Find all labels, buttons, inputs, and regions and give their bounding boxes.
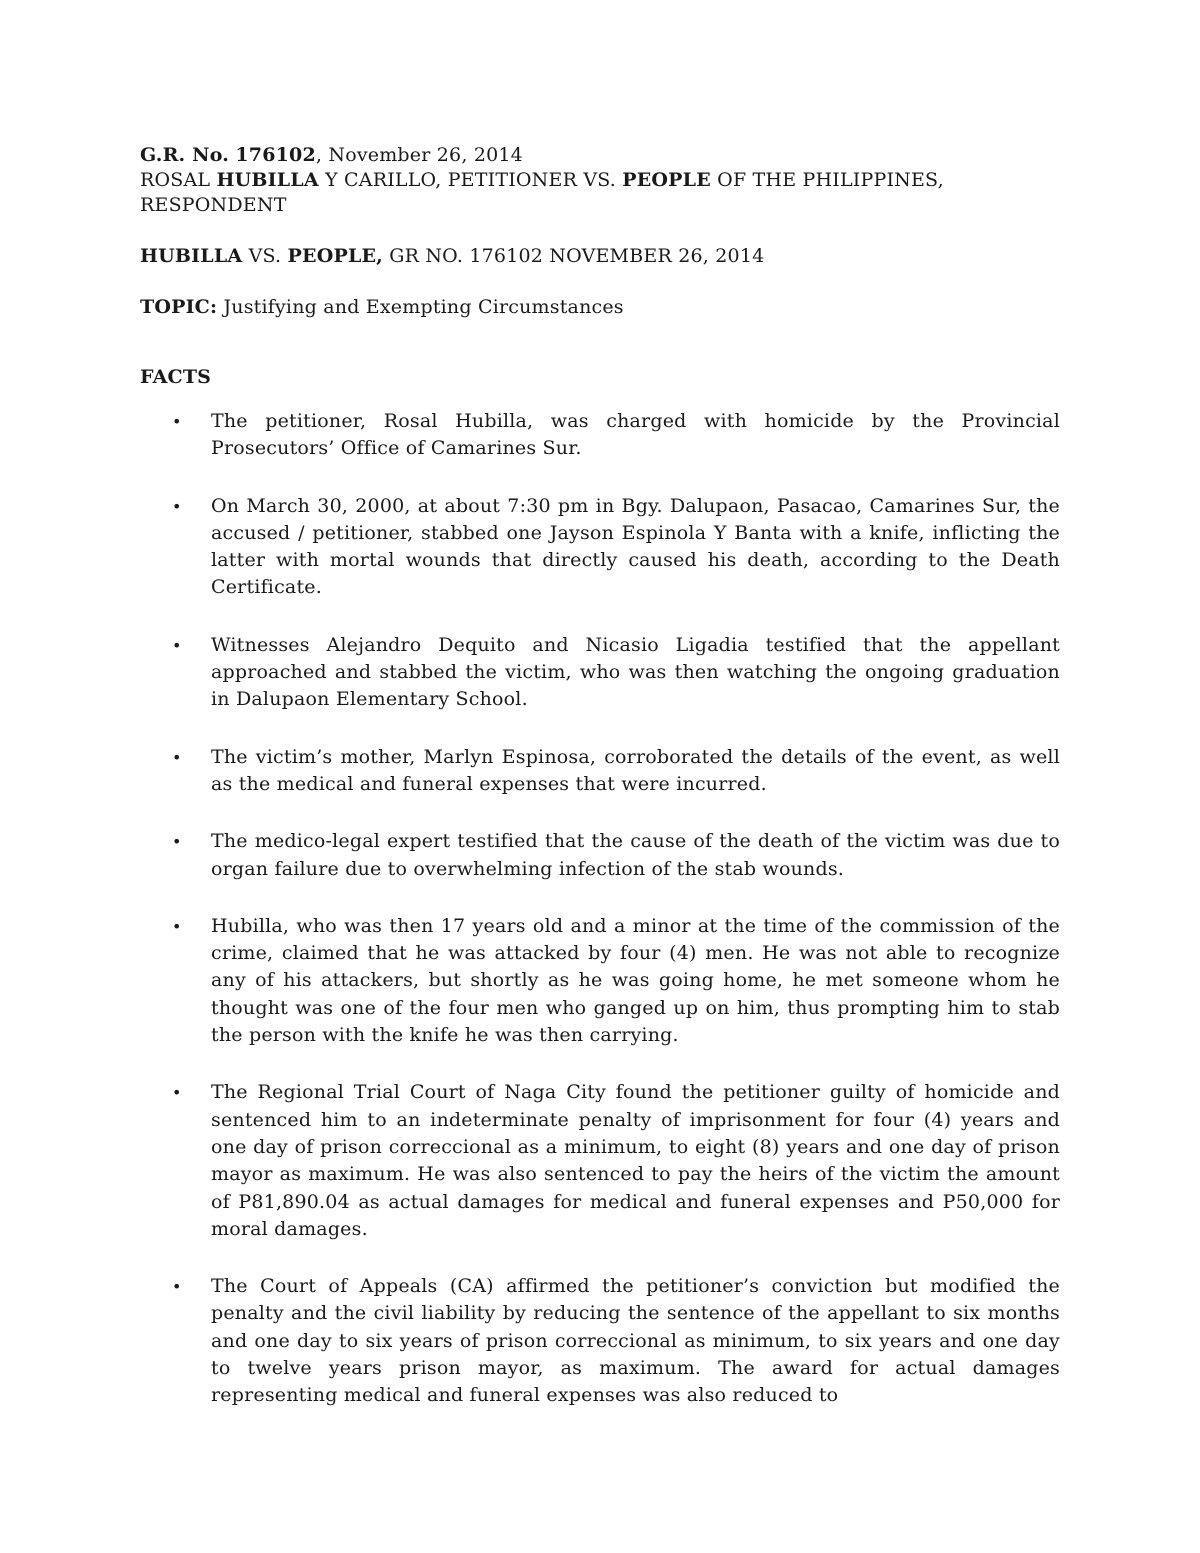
list-item bbox=[140, 828, 1060, 883]
fact-text: Witnesses Alejandro Dequito and Nicasio Ligadia testified that the appellant approached and stabbed the victim, who was then watching the ongoing graduation in Dalupaon Elementary School. bbox=[211, 633, 1060, 711]
topic-line bbox=[140, 295, 1060, 320]
list-item bbox=[140, 913, 1060, 1049]
document-content bbox=[140, 143, 1060, 1440]
parties-prefix: ROSAL bbox=[140, 169, 217, 191]
case-citation-line bbox=[140, 143, 1060, 168]
topic-value: Justifying and Exempting Circumstances bbox=[217, 296, 624, 318]
fact-text: On March 30, 2000, at about 7:30 pm in Bgy. Dalupaon, Pasacao, Camarines Sur, the accused / petitioner, stabbed one Jayson Espinola Y Banta with a knife, inflicting the latter with mortal wounds that directly caused his death, according to the Death Certificate. bbox=[211, 494, 1060, 599]
bullet-icon: • bbox=[172, 635, 182, 655]
facts-heading: FACTS bbox=[140, 366, 212, 388]
list-item bbox=[140, 1079, 1060, 1243]
bullet-icon: • bbox=[172, 412, 182, 431]
parties-name-people: PEOPLE bbox=[622, 169, 711, 191]
fact-text: The Regional Trial Court of Naga City found the petitioner guilty of homicide and sentenced him to an indeterminate penalty of imprisonment for four (4) years and one day of prison correccional as a minimum, to eight (8) years and one day of prison mayor as maximum. He was also sentenced to pay the heirs of the victim the amount of P81,890.04 as actual damages for medical and funeral expenses and P50,000 for moral damages. bbox=[211, 1081, 1060, 1240]
case-parties-line bbox=[140, 168, 1060, 193]
bullet-icon: • bbox=[172, 1277, 182, 1297]
fact-text: Hubilla, who was then 17 years old and a minor at the time of the commission of the crime, claimed that he was attacked by four (4) men. He was not able to recognize any of his attackers, but shortly as he was going home, he met someone whom he thought was one of the four men who ganged up on him, thus prompting him to stab the person with the knife he was then carrying. bbox=[211, 914, 1060, 1047]
bullet-icon: • bbox=[172, 747, 182, 767]
topic-label: TOPIC: bbox=[140, 296, 218, 318]
gr-date: , November 26, 2014 bbox=[315, 144, 523, 166]
fact-text: The Court of Appeals (CA) affirmed the petitioner’s conviction but modified the penalty and the civil liability by reducing the sentence of the appellant to six months and one day to six years of prison correccional as minimum, to six years and one day to twelve years prison mayor, as maximum. The award for actual damages representing medical and funeral expenses was also reduced to bbox=[211, 1275, 1060, 1407]
spacer bbox=[140, 269, 1060, 295]
short-title-name1: HUBILLA bbox=[140, 245, 243, 267]
list-item bbox=[140, 632, 1060, 714]
facts-list bbox=[140, 408, 1060, 1410]
short-title-rest: GR NO. 176102 NOVEMBER 26, 2014 bbox=[383, 245, 765, 267]
list-item bbox=[140, 408, 1060, 463]
fact-text: The petitioner, Rosal Hubilla, was charged with homicide by the Provincial Prosecutors’ Office of Camarines Sur. bbox=[211, 410, 1060, 460]
list-item bbox=[140, 1273, 1060, 1409]
bullet-icon: • bbox=[172, 496, 182, 516]
gr-number: 176102 bbox=[235, 144, 316, 166]
bullet-icon: • bbox=[172, 916, 182, 936]
parties-name-hubilla: HUBILLA bbox=[216, 169, 319, 191]
bullet-icon: • bbox=[172, 1083, 182, 1103]
fact-text: The victim’s mother, Marlyn Espinosa, corroborated the details of the event, as well as the medical and funeral expenses that were incurred. bbox=[211, 745, 1060, 795]
fact-text: The medico-legal expert testified that the cause of the death of the victim was due to organ failure due to overwhelming infection of the stab wounds. bbox=[211, 830, 1060, 880]
list-item bbox=[140, 744, 1060, 799]
short-title-line bbox=[140, 244, 1060, 269]
list-item bbox=[140, 493, 1060, 602]
case-parties-line-2: RESPONDENT bbox=[140, 194, 287, 216]
parties-suffix: OF THE PHILIPPINES, bbox=[710, 169, 944, 191]
spacer bbox=[140, 218, 1060, 244]
spacer bbox=[140, 320, 1060, 365]
short-title-vs: VS. bbox=[242, 245, 288, 267]
short-title-name2: PEOPLE, bbox=[287, 245, 383, 267]
bullet-icon: • bbox=[172, 832, 182, 852]
parties-mid: Y CARILLO, PETITIONER VS. bbox=[318, 169, 623, 191]
gr-label: G.R. No. bbox=[140, 144, 230, 166]
